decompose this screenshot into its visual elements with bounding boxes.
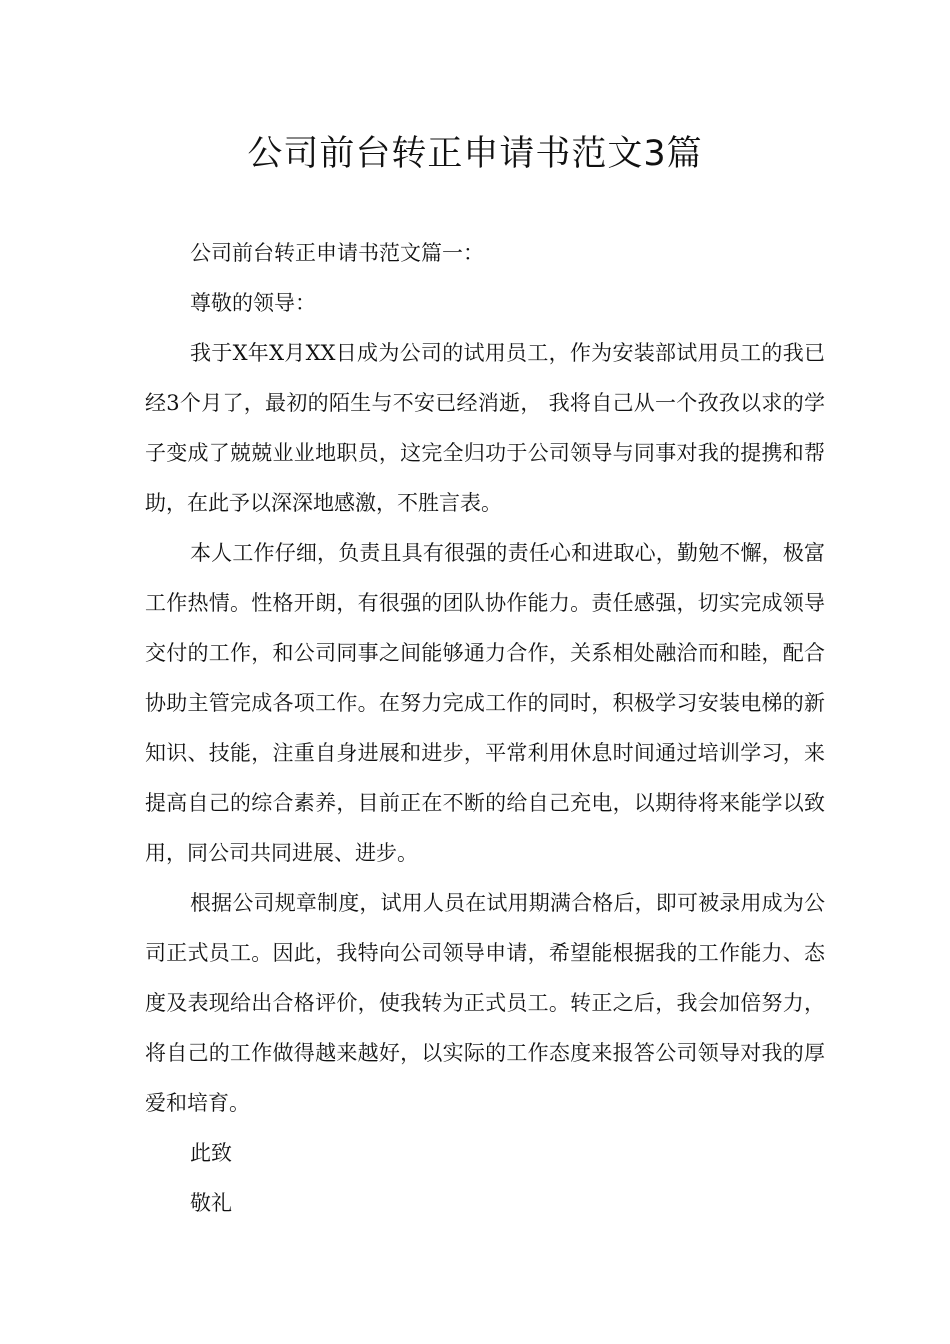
closing-line: 此致 xyxy=(190,1141,232,1165)
body-paragraph-intro: 我于X年X月XX日成为公司的试用员工，作为安装部试用员工的我已经3个月了，最初的陌生与不安已经消逝， 我将自己从一个孜孜以求的学子变成了兢兢业业地职员，这完全归功于公司领导与同事对我的提携和帮助，在此予以深深地感激，不胜言表。 xyxy=(145,341,825,515)
salutation: 尊敬的领导： xyxy=(190,291,316,315)
document-title: 公司前台转正申请书范文3篇 xyxy=(247,134,703,174)
section-heading: 公司前台转正申请书范文篇一： xyxy=(190,241,484,265)
body-paragraph-request: 根据公司规章制度，试用人员在试用期满合格后，即可被录用成为公司正式员工。因此，我特向公司领导申请，希望能根据我的工作能力、态度及表现给出合格评价，使我转为正式员工。转正之后，我会加倍努力，将自己的工作做得越来越好，以实际的工作态度来报答公司领导对我的厚爱和培育。 xyxy=(145,891,825,1115)
closing-regards: 敬礼 xyxy=(190,1191,232,1215)
body-paragraph-performance: 本人工作仔细，负责且具有很强的责任心和进取心，勤勉不懈，极富工作热情。性格开朗，有很强的团队协作能力。责任感强，切实完成领导交付的工作，和公司同事之间能够通力合作，关系相处融洽而和睦，配合协助主管完成各项工作。在努力完成工作的同时，积极学习安装电梯的新知识、技能，注重自身进展和进步，平常利用休息时间通过培训学习，来提高自己的综合素养，目前正在不断的给自己充电，以期待将来能学以致用，同公司共同进展、进步。 xyxy=(145,541,825,865)
document-body xyxy=(145,228,825,1228)
